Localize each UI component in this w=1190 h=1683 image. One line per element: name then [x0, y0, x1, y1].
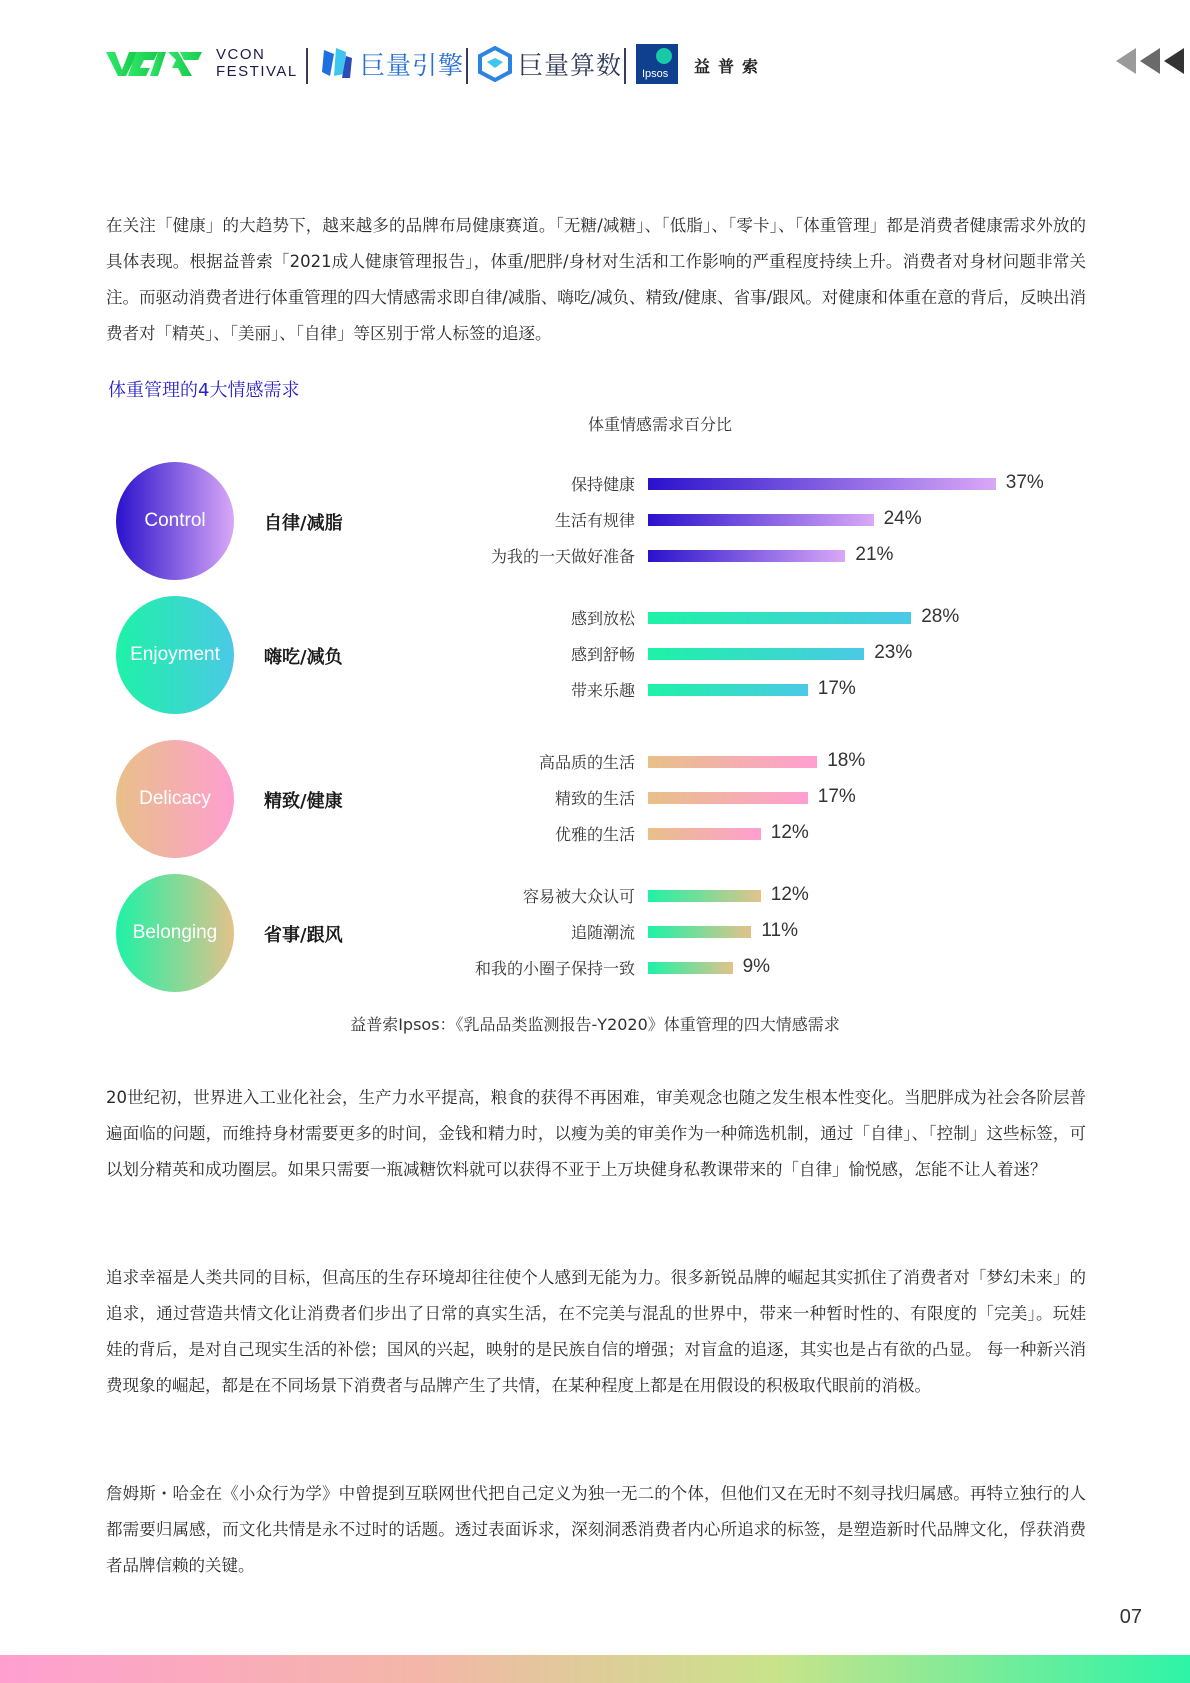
- vcon-festival-text: VCON FESTIVAL: [216, 46, 298, 80]
- bar-label: 和我的小圈子保持一致: [474, 959, 635, 978]
- bar-value-label: 21%: [855, 544, 894, 565]
- bar-label: 生活有规律: [554, 511, 635, 530]
- bar: [648, 756, 817, 768]
- bar-value-label: 18%: [827, 750, 866, 771]
- group-label: 精致/健康: [264, 791, 343, 812]
- back-arrows-icon: [1116, 48, 1190, 74]
- bar-label: 优雅的生活: [554, 825, 635, 844]
- chart-title: 体重情感需求百分比: [587, 415, 732, 434]
- bar: [648, 926, 751, 938]
- bar-label: 容易被大众认可: [522, 887, 635, 906]
- paragraph-3: 追求幸福是人类共同的目标，但高压的生存环境却往往使个人感到无能为力。很多新锐品牌的崛起其实抓住了消费者对「梦幻未来」的追求，通过营造共情文化让消费者们步出了日常的真实生活，在不完美与混乱的世界中，带来一种暂时性的、有限度的「完美」。玩娃娃的背后，是对自己现实生活的补偿；国风的兴起，映射的是民族自信的增强；对盲盒的追逐，其实也是占有欲的凸显。 每一种新兴消费现象的崛起，都是在不同场景下消费者与品牌产生了共情，在某种程度上都是在用假设的积极取代眼前的消极。: [106, 1268, 1086, 1395]
- bar: [648, 792, 808, 804]
- bar: [648, 648, 864, 660]
- suanshu-icon: [478, 46, 512, 82]
- bar-value-label: 17%: [817, 786, 856, 807]
- paragraph-2: 20世纪初，世界进入工业化社会，生产力水平提高，粮食的获得不再困难，审美观念也随之发生根本性变化。当肥胖成为社会各阶层普遍面临的问题，而维持身材需要更多的时间，金钱和精力时，以瘦为美的审美作为一种筛选机制，通过「自律」、「控制」这些标签，可以划分精英和成功圈层。如果只需要一瓶减糖饮料就可以获得不亚于上万块健身私教课带来的「自律」愉悦感，怎能不让人着迷？: [106, 1088, 1086, 1179]
- group-circle-belonging: Belonging: [116, 874, 234, 992]
- group-circle-enjoyment: Enjoyment: [116, 596, 234, 714]
- vcon-logo-icon: [106, 50, 204, 78]
- group-circle-delicacy: Delicacy: [116, 740, 234, 858]
- group-circle-control: Control: [116, 462, 234, 580]
- section-title: 体重管理的4大情感需求: [108, 380, 300, 401]
- bar-label: 高品质的生活: [538, 753, 635, 772]
- bar-value-label: 28%: [921, 606, 960, 627]
- paragraph-4: 詹姆斯・哈金在《小众行为学》中曾提到互联网世代把自己定义为独一无二的个体，但他们又在无时不刻寻找归属感。再特立独行的人都需要归属感，而文化共情是永不过时的话题。透过表面诉求，深刻洞悉消费者内心所追求的标签，是塑造新时代品牌文化，俘获消费者品牌信赖的关键。: [106, 1484, 1086, 1575]
- divider: [466, 48, 468, 84]
- chart-source: 益普索Ipsos：《乳品品类监测报告-Y2020》体重管理的四大情感需求: [350, 1015, 840, 1034]
- bar-label: 精致的生活: [554, 789, 635, 808]
- group-label: 嗨吃/减负: [264, 647, 343, 668]
- bar-value-label: 11%: [761, 920, 799, 941]
- bar: [648, 962, 733, 974]
- divider: [624, 48, 626, 84]
- bar-label: 感到舒畅: [570, 645, 635, 664]
- bar: [648, 478, 996, 490]
- group-label: 自律/减脂: [264, 513, 343, 534]
- bar-label: 追随潮流: [570, 923, 635, 942]
- bar-label: 保持健康: [570, 475, 635, 494]
- bar-label: 感到放松: [570, 609, 635, 628]
- bar-value-label: 24%: [883, 508, 922, 529]
- bar-value-label: 23%: [874, 642, 913, 663]
- divider: [306, 48, 308, 84]
- bar-label: 带来乐趣: [570, 681, 635, 700]
- ipsos-mark-icon: [636, 46, 678, 68]
- group-label: 省事/跟风: [264, 925, 343, 946]
- bar-value-label: 9%: [742, 956, 771, 977]
- bar: [648, 890, 761, 902]
- footer-gradient-bar: [0, 1655, 1190, 1683]
- page-number: 07: [1119, 1606, 1142, 1628]
- bar: [648, 514, 874, 526]
- bar-value-label: 12%: [770, 884, 809, 905]
- ipsos-logo: Ipsos: [636, 44, 678, 84]
- juliang-suanshu-logo: 巨量算数: [478, 46, 622, 82]
- engine-icon: [320, 46, 354, 82]
- yipusuo-text: 益普索: [694, 57, 767, 76]
- bar-value-label: 12%: [770, 822, 809, 843]
- bar: [648, 550, 845, 562]
- bar: [648, 828, 761, 840]
- juliang-engine-logo: 巨量引擎: [320, 46, 464, 82]
- bar-label: 为我的一天做好准备: [490, 547, 635, 566]
- bar: [648, 612, 911, 624]
- bar-value-label: 37%: [1005, 472, 1044, 493]
- bar-value-label: 17%: [817, 678, 856, 699]
- bar: [648, 684, 808, 696]
- page-header: [106, 44, 806, 88]
- intro-paragraph: 在关注「健康」的大趋势下，越来越多的品牌布局健康赛道。「无糖/减糖」、「低脂」、「零卡」、「体重管理」都是消费者健康需求外放的具体表现。根据益普索「2021成人健康管理报告」，体重/肥胖/身材对生活和工作影响的严重程度持续上升。消费者对身材问题非常关注。而驱动消费者进行体重管理的四大情感需求即自律/减脂、嗨吃/减负、精致/健康、省事/跟风。对健康和体重在意的背后，反映出消费者对「精英」、「美丽」、「自律」等区别于常人标签的追逐。: [106, 216, 1086, 343]
